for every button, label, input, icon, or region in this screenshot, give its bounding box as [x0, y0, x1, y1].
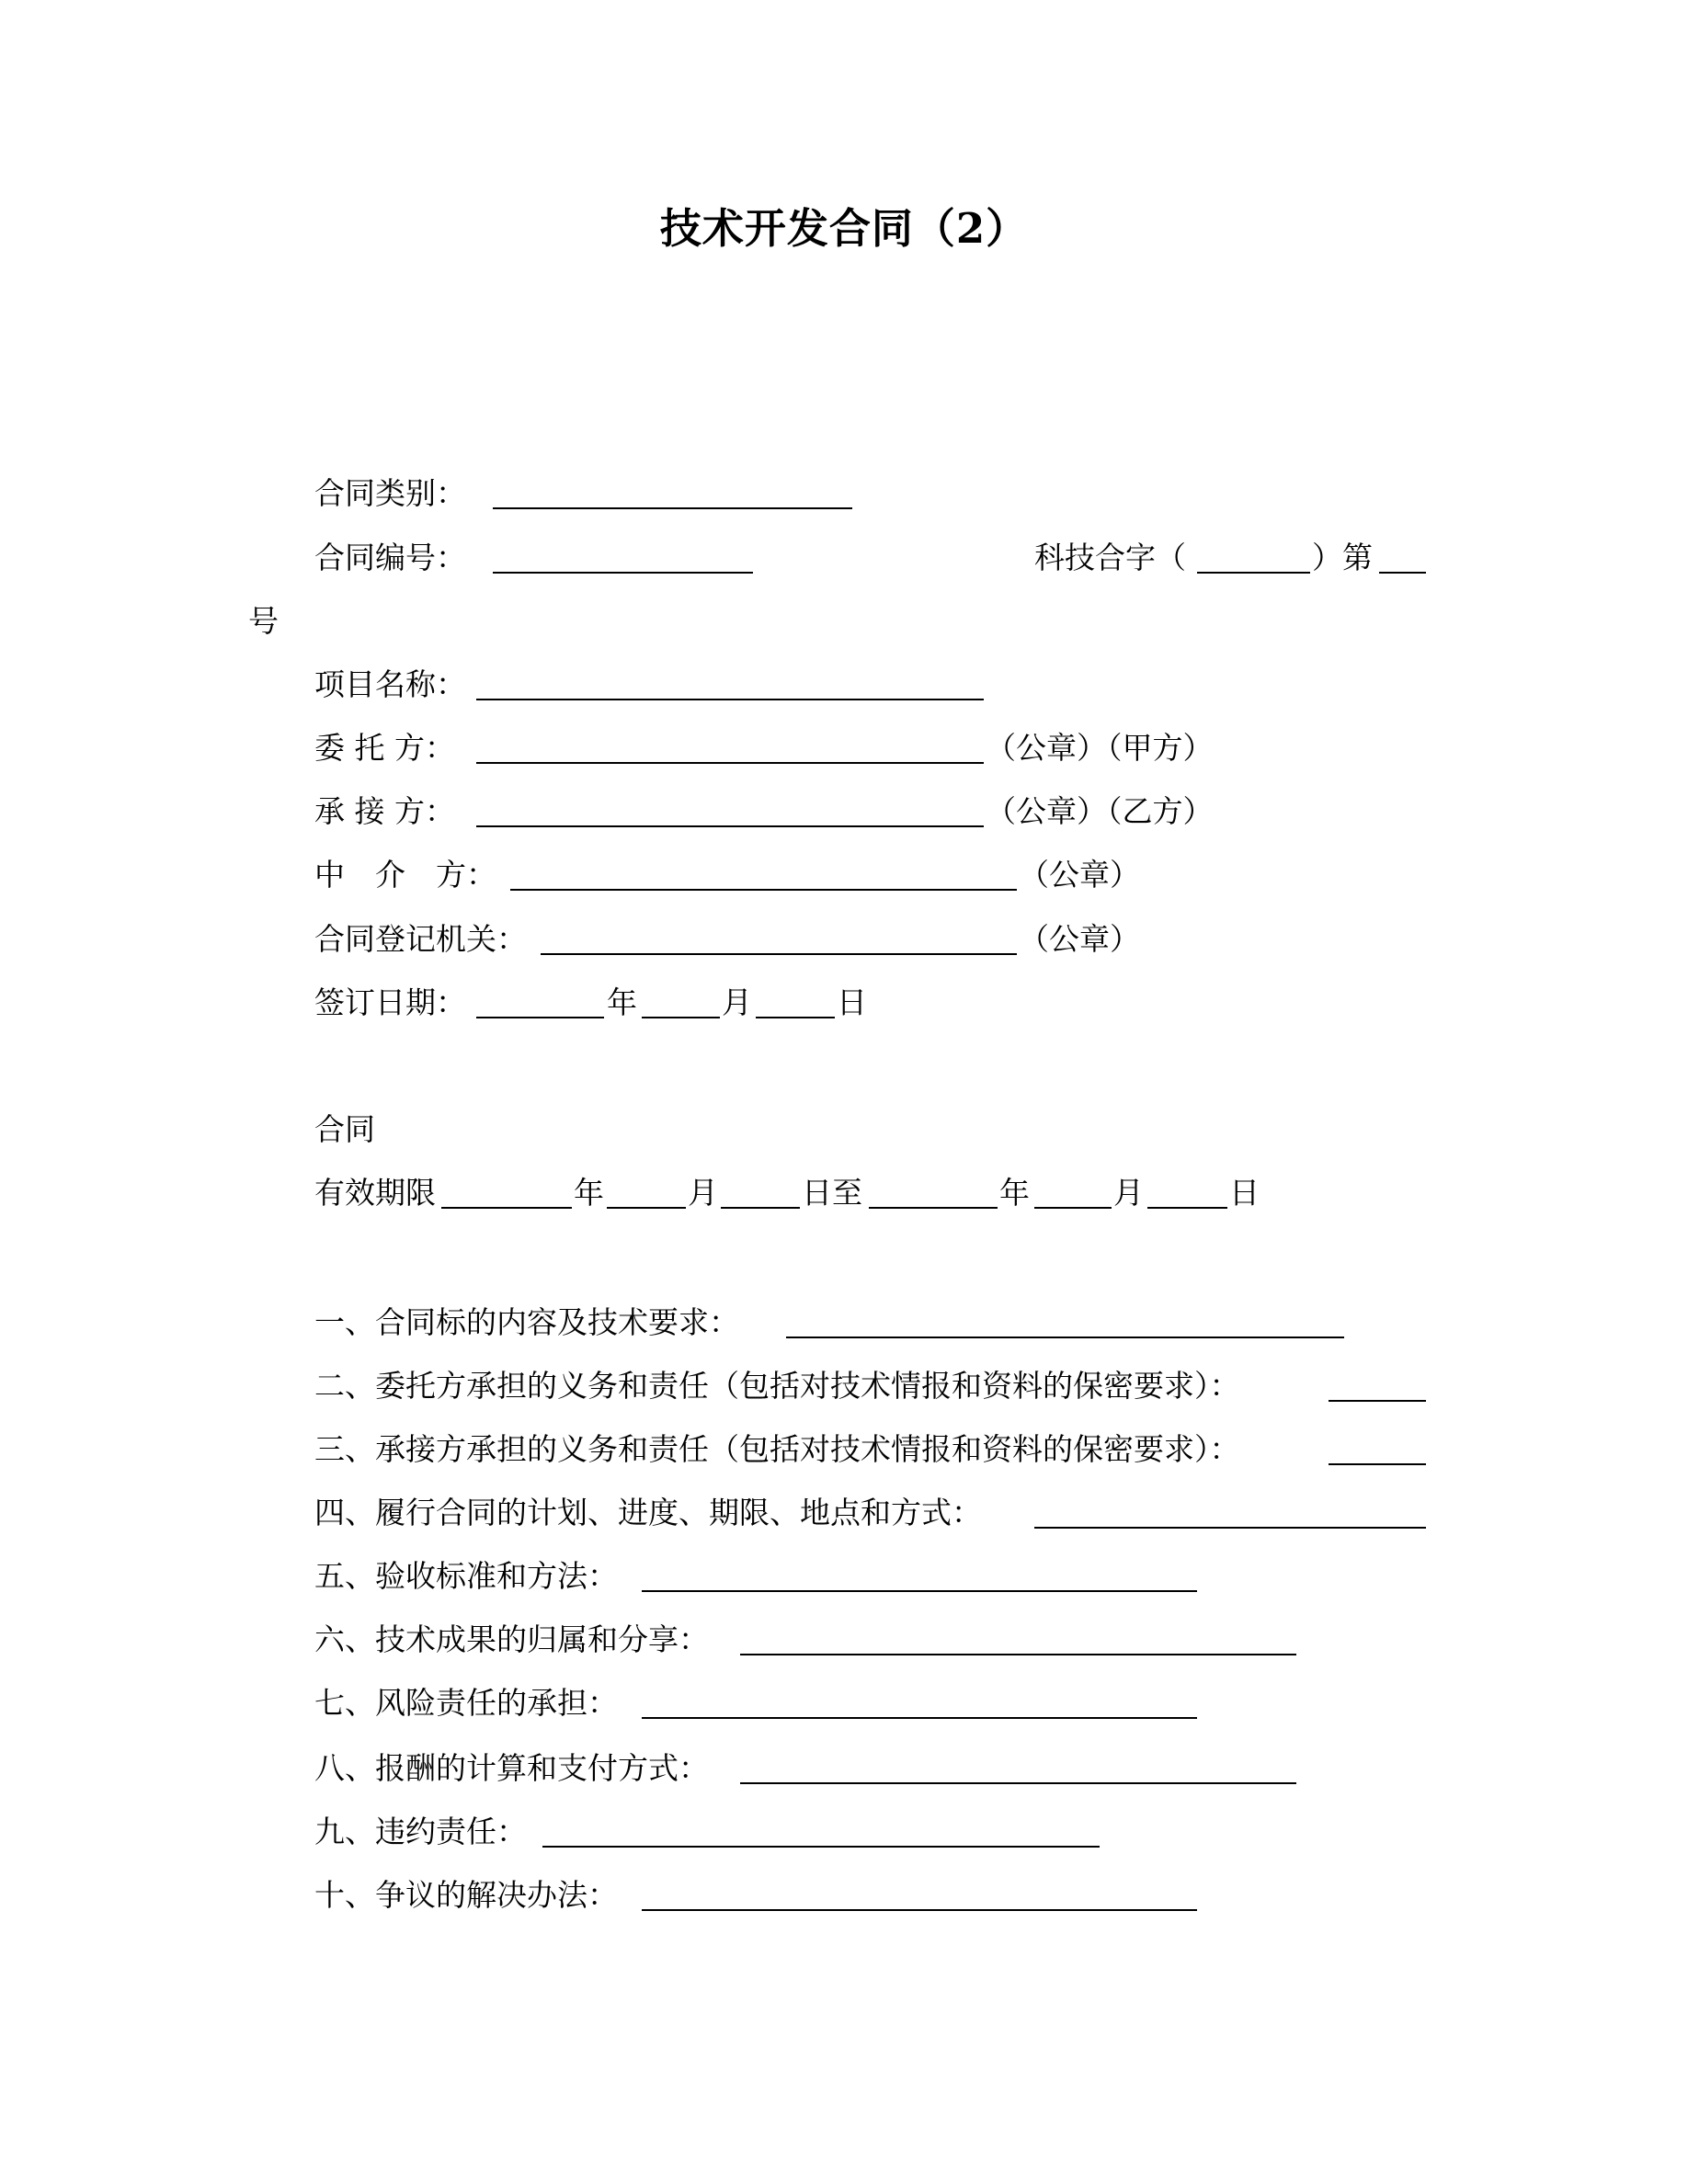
sci-tech-number-field-1[interactable]	[1197, 572, 1310, 574]
validity-start-year-label: 年	[574, 1175, 604, 1211]
clause-1-label: 一、合同标的内容及技术要求：	[314, 1304, 739, 1340]
clause-10-label: 十、争议的解决办法：	[314, 1877, 618, 1913]
clause-6-field[interactable]	[740, 1654, 1296, 1655]
contractor-field[interactable]	[476, 825, 984, 827]
clause-2-field[interactable]	[1329, 1400, 1426, 1402]
client-note: （公章）（甲方）	[986, 730, 1214, 766]
intermediary-label: 中 介 方：	[314, 857, 496, 893]
contract-category-label: 合同类别：	[314, 475, 466, 511]
clause-4-field[interactable]	[1034, 1527, 1426, 1529]
validity-start-month-label: 月	[688, 1175, 718, 1211]
sci-tech-number-middle: ）第	[1312, 540, 1373, 575]
signing-day-label: 日	[837, 984, 867, 1020]
validity-end-year-field[interactable]	[869, 1207, 998, 1209]
client-field[interactable]	[476, 762, 984, 764]
signing-month-field[interactable]	[642, 1017, 720, 1018]
clause-3-field[interactable]	[1329, 1463, 1426, 1465]
registration-authority-label: 合同登记机关：	[314, 921, 527, 957]
validity-heading: 合同	[314, 1111, 375, 1147]
clause-5-field[interactable]	[642, 1590, 1197, 1592]
contract-number-label: 合同编号：	[314, 540, 466, 575]
validity-label: 有效期限	[314, 1175, 436, 1211]
validity-end-month-field[interactable]	[1034, 1207, 1112, 1209]
contract-number-row	[314, 538, 1510, 578]
clause-7-label: 七、风险责任的承担：	[314, 1685, 618, 1721]
validity-start-day-field[interactable]	[721, 1207, 800, 1209]
registration-authority-note: （公章）	[1019, 921, 1140, 957]
validity-end-day-field[interactable]	[1147, 1207, 1227, 1209]
clause-6-label: 六、技术成果的归属和分享：	[314, 1621, 709, 1657]
clause-7-field[interactable]	[642, 1717, 1197, 1719]
clause-2-label: 二、委托方承担的义务和责任（包括对技术情报和资料的保密要求）：	[314, 1368, 1240, 1404]
sci-tech-number-field-2[interactable]	[1379, 572, 1426, 574]
document-title: 技术开发合同（2）	[659, 204, 1029, 253]
signing-day-field[interactable]	[756, 1017, 835, 1018]
signing-date-label: 签订日期：	[314, 984, 466, 1020]
clause-5-label: 五、验收标准和方法：	[314, 1558, 618, 1594]
clause-8-label: 八、报酬的计算和支付方式：	[314, 1750, 709, 1786]
validity-row	[314, 1173, 1326, 1213]
contractor-label: 承 接 方：	[314, 793, 455, 829]
project-name-label: 项目名称：	[314, 666, 466, 702]
signing-month-label: 月	[722, 984, 752, 1020]
validity-start-day-label: 日	[802, 1175, 832, 1211]
contract-number-field[interactable]	[493, 572, 753, 574]
contract-category-field[interactable]	[493, 507, 852, 509]
signing-year-field[interactable]	[476, 1017, 604, 1018]
validity-to-label: 至	[832, 1175, 862, 1211]
clause-9-field[interactable]	[542, 1846, 1100, 1848]
sci-tech-number-suffix: 号	[248, 603, 279, 639]
clause-9-label: 九、违约责任：	[314, 1814, 527, 1849]
client-label: 委 托 方：	[314, 730, 455, 766]
clause-3-label: 三、承接方承担的义务和责任（包括对技术情报和资料的保密要求）：	[314, 1431, 1240, 1467]
validity-end-year-label: 年	[999, 1175, 1030, 1211]
validity-start-year-field[interactable]	[441, 1207, 572, 1209]
clause-8-field[interactable]	[740, 1782, 1296, 1784]
signing-year-label: 年	[607, 984, 637, 1020]
clause-1-field[interactable]	[786, 1337, 1344, 1338]
validity-end-day-label: 日	[1229, 1175, 1260, 1211]
validity-end-month-label: 月	[1113, 1175, 1144, 1211]
intermediary-note: （公章）	[1019, 857, 1140, 893]
contractor-note: （公章）（乙方）	[986, 793, 1214, 829]
clause-10-field[interactable]	[642, 1909, 1197, 1911]
registration-authority-field[interactable]	[541, 953, 1017, 955]
clause-4-label: 四、履行合同的计划、进度、期限、地点和方式：	[314, 1495, 982, 1530]
intermediary-field[interactable]	[510, 889, 1017, 891]
validity-start-month-field[interactable]	[607, 1207, 686, 1209]
project-name-field[interactable]	[476, 699, 984, 700]
sci-tech-number-prefix: 科技合字（	[1034, 540, 1186, 575]
